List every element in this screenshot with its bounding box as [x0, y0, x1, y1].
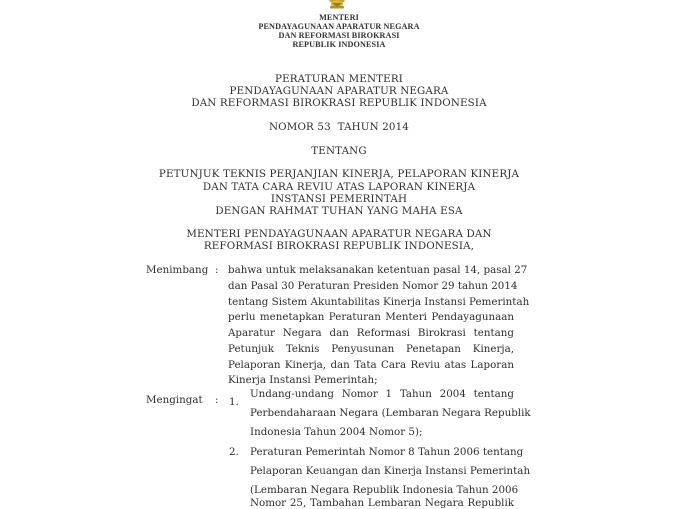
regulation-title: PERATURAN MENTERI: [275, 73, 403, 85]
garuda-emblem-icon: [316, 0, 358, 10]
letterhead-line: REPUBLIK INDONESIA: [292, 40, 386, 49]
menimbang-line: tentang Sistem Akuntabilitas Kinerja Instansi Pemerintah: [228, 296, 530, 308]
mengingat-line: (Lembaran Negara Republik Indonesia Tahun 2006: [250, 484, 519, 496]
mengingat-line: Pelaporan Keuangan dan Kinerja Instansi Pemerintah: [250, 465, 531, 477]
authority-line: MENTERI PENDAYAGUNAAN APARATUR NEGARA DAN: [186, 228, 492, 240]
menimbang-line: Petunjuk Teknis Penyusunan Penetapan Kinerja,: [228, 343, 514, 355]
menimbang-line: Pelaporan Kinerja, dan Tata Cara Reviu atas Laporan: [228, 359, 514, 371]
invocation-line: DENGAN RAHMAT TUHAN YANG MAHA ESA: [215, 205, 463, 217]
regulation-title: PENDAYAGUNAAN APARATUR NEGARA: [229, 85, 449, 97]
list-number: 1.: [229, 396, 239, 408]
mengingat-line: Peraturan Pemerintah Nomor 8 Tahun 2006 tentang: [250, 446, 524, 458]
mengingat-label: Mengingat: [146, 394, 203, 406]
letterhead-line: MENTERI: [319, 13, 359, 22]
menimbang-line: Kinerja Instansi Pemerintah;: [228, 374, 378, 386]
authority-line: REFORMASI BIROKRASI REPUBLIK INDONESIA,: [203, 240, 475, 252]
menimbang-line: dan Pasal 30 Peraturan Presiden Nomor 29 tahun 2014: [228, 280, 518, 292]
menimbang-label: Menimbang: [146, 264, 209, 276]
letterhead-line: DAN REFORMASI BIROKRASI: [278, 31, 400, 40]
subject-line: DAN TATA CARA REVIU ATAS LAPORAN KINERJA: [202, 181, 476, 193]
list-number: 2.: [229, 446, 239, 458]
letterhead-line: PENDAYAGUNAAN APARATUR NEGARA: [258, 22, 420, 31]
subject-line: INSTANSI PEMERINTAH: [270, 193, 408, 205]
about-label: TENTANG: [311, 145, 367, 157]
menimbang-line: perlu menetapkan Peraturan Menteri Pendayagunaan: [228, 311, 514, 323]
menimbang-line: Aparatur Negara dan Reformasi Birokrasi tentang: [228, 327, 514, 339]
menimbang-line: bahwa untuk melaksanakan ketentuan pasal 14, pasal 27: [228, 264, 528, 276]
mengingat-colon: :: [215, 394, 219, 406]
regulation-number: NOMOR 53 TAHUN 2014: [269, 121, 409, 133]
menimbang-colon: :: [215, 264, 219, 276]
mengingat-line: Perbendaharaan Negara (Lembaran Negara Republik: [250, 407, 531, 419]
mengingat-line: Nomor 25, Tambahan Lembaran Negara Republik: [250, 497, 514, 509]
mengingat-line: Undang-undang Nomor 1 Tahun 2004 tentang: [250, 388, 514, 400]
subject-line: PETUNJUK TEKNIS PERJANJIAN KINERJA, PELAPORAN KINERJA: [158, 168, 520, 180]
regulation-title: DAN REFORMASI BIROKRASI REPUBLIK INDONESIA: [191, 97, 487, 109]
mengingat-line: Indonesia Tahun 2004 Nomor 5);: [250, 426, 423, 438]
